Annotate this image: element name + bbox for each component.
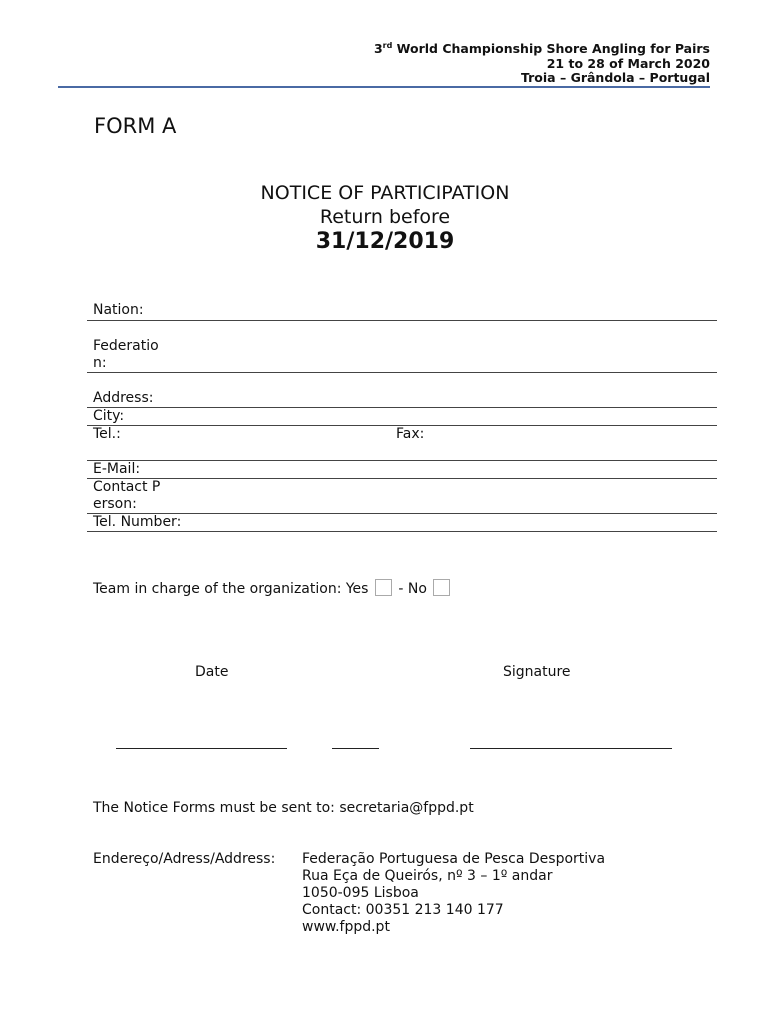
- field-city[interactable]: [87, 408, 717, 426]
- address-lines: [302, 851, 605, 936]
- header-rule: [58, 86, 710, 88]
- address-contact-phone: Contact: 00351 213 140 177: [302, 902, 504, 918]
- form-title: FORM A: [94, 114, 177, 138]
- field-contact-person[interactable]: [87, 479, 717, 514]
- no-checkbox[interactable]: [433, 579, 450, 596]
- notice-subtitle: Return before: [319, 206, 451, 228]
- header-event-dates: 21 to 28 of March 2020: [546, 55, 710, 71]
- yes-checkbox[interactable]: [375, 579, 392, 596]
- field-email-label: E-Mail:: [93, 461, 141, 477]
- notice-block: [0, 181, 770, 255]
- field-tel-number-label: Tel. Number:: [93, 514, 182, 530]
- date-line-short[interactable]: [332, 748, 379, 749]
- header-event-title: 3rd World Championship Shore Angling for Pairs: [373, 41, 710, 56]
- signature-label: Signature: [503, 664, 571, 680]
- field-nation-label: Nation:: [93, 302, 144, 318]
- field-email[interactable]: [87, 461, 717, 479]
- date-label: Date: [195, 664, 229, 680]
- field-address[interactable]: [87, 390, 717, 408]
- field-tel-fax[interactable]: [87, 426, 717, 461]
- header-event-location: Troia – Grândola – Portugal: [520, 70, 710, 85]
- address-label: Endereço/Adress/Address:: [93, 851, 276, 867]
- no-separator-label: - No: [393, 581, 427, 597]
- field-tel-number[interactable]: [87, 514, 717, 532]
- address-website-link[interactable]: www.fppd.pt: [302, 919, 390, 935]
- field-nation[interactable]: [87, 302, 717, 321]
- send-to-notice: The Notice Forms must be sent to: secretaria@fppd.pt: [93, 800, 474, 816]
- date-line[interactable]: [116, 748, 287, 749]
- participation-fields: [87, 302, 717, 532]
- address-line: Federação Portuguesa de Pesca Desportiva: [302, 851, 606, 867]
- team-organization-question: [93, 579, 452, 598]
- field-fax-label: Fax:: [396, 426, 425, 442]
- field-contact-person-label: Contact Person:: [93, 479, 161, 512]
- signature-line[interactable]: [470, 748, 672, 749]
- field-federation[interactable]: [87, 338, 717, 373]
- field-tel-label: Tel.:: [93, 426, 121, 442]
- field-address-label: Address:: [93, 390, 154, 406]
- team-question-text: Team in charge of the organization: Yes: [93, 581, 369, 597]
- address-line: Rua Eça de Queirós, nº 3 – 1º andar: [302, 868, 553, 884]
- address-line: 1050-095 Lisboa: [302, 885, 419, 901]
- field-city-label: City:: [93, 408, 125, 424]
- notice-deadline: 31/12/2019: [315, 229, 455, 254]
- document-header: [374, 42, 710, 86]
- field-federation-label: Federation:: [93, 338, 159, 371]
- notice-title: NOTICE OF PARTICIPATION: [260, 182, 510, 204]
